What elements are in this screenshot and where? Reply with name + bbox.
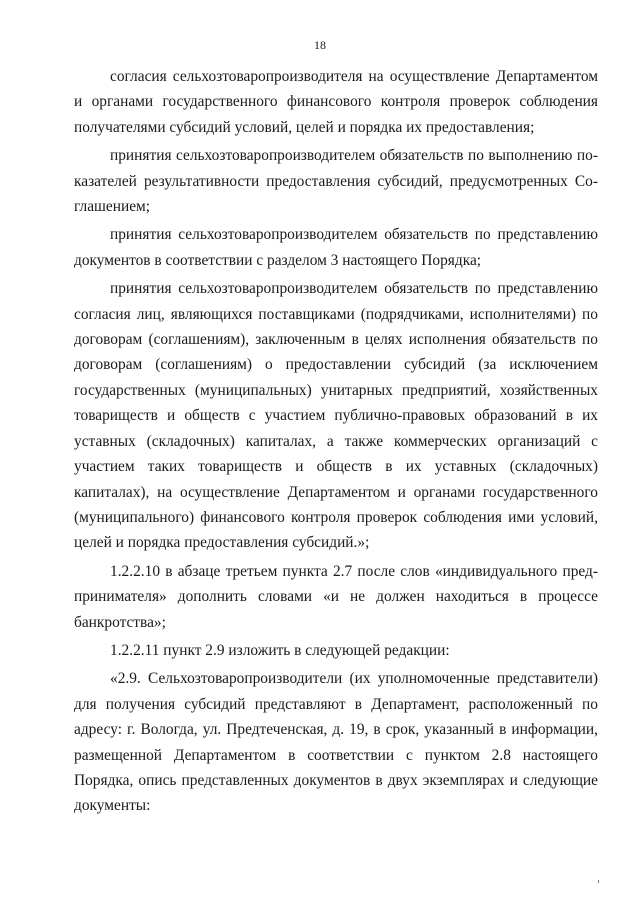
paragraph: 1.2.2.11 пункт 2.9 изложить в следующей редакции: [110, 641, 450, 659]
page-number: 18 [314, 38, 326, 52]
paragraph: согласия сельхозтоваропроизводителя на осуществление Департаментом и органами государственного финансового контроля проверок соблюдения получателями субсидий условий, целей и порядка их предоставления; [74, 68, 598, 136]
paragraph: принятия сельхозтоваропроизводителем обязательств по представлению документов в соответствии с разделом 3 настоящего Порядка; [74, 226, 598, 269]
paragraph: «2.9. Сельхозтоваропроизводители (их уполномоченные представители) для получения субсидий представляют в Департамент, расположенный по адресу: г. Вологда, ул. Предтеченская, д. 19, в срок, указанный в информации, размещенной Департаментом в соответствии с пунктом 2.8 настоящего Порядка, опись представленных документов в двух экземплярах и следующие документы: [74, 670, 598, 815]
paragraph: принятия сельхозтоваропроизводителем обязательств по представлению согласия лиц, являющихся поставщиками (подрядчиками, исполнителями) по договорам (соглашениям), заключенным в целях исполнения обязательств по договорам (соглашениям) о предоставлении субсидий (за исключением государственных (муниципальных) унитарных предприятий, хозяйственных товариществ и обществ с участием публично-правовых образований в их уставных (складочных) капиталах, а также коммерческих организаций с участием таких товариществ и обществ в их уставных (складочных) капиталах), на осуществление Департаментом и органами государственного (муниципального) финансового контроля проверок соблюдения ими условий, целей и порядка предоставления субсидий.»; [74, 280, 598, 552]
paragraph: принятия сельхозтоваропроизводителем обязательств по выполнению показателей результативности предоставления субсидий, предусмотренных Соглашением; [74, 147, 598, 216]
scan-speck [598, 880, 599, 883]
paragraph: 1.2.2.10 в абзаце третьем пункта 2.7 после слов «индивидуального предпринимателя» дополнить словами «и не должен находиться в процессе банкротства»; [74, 562, 598, 631]
document-body [74, 64, 598, 822]
